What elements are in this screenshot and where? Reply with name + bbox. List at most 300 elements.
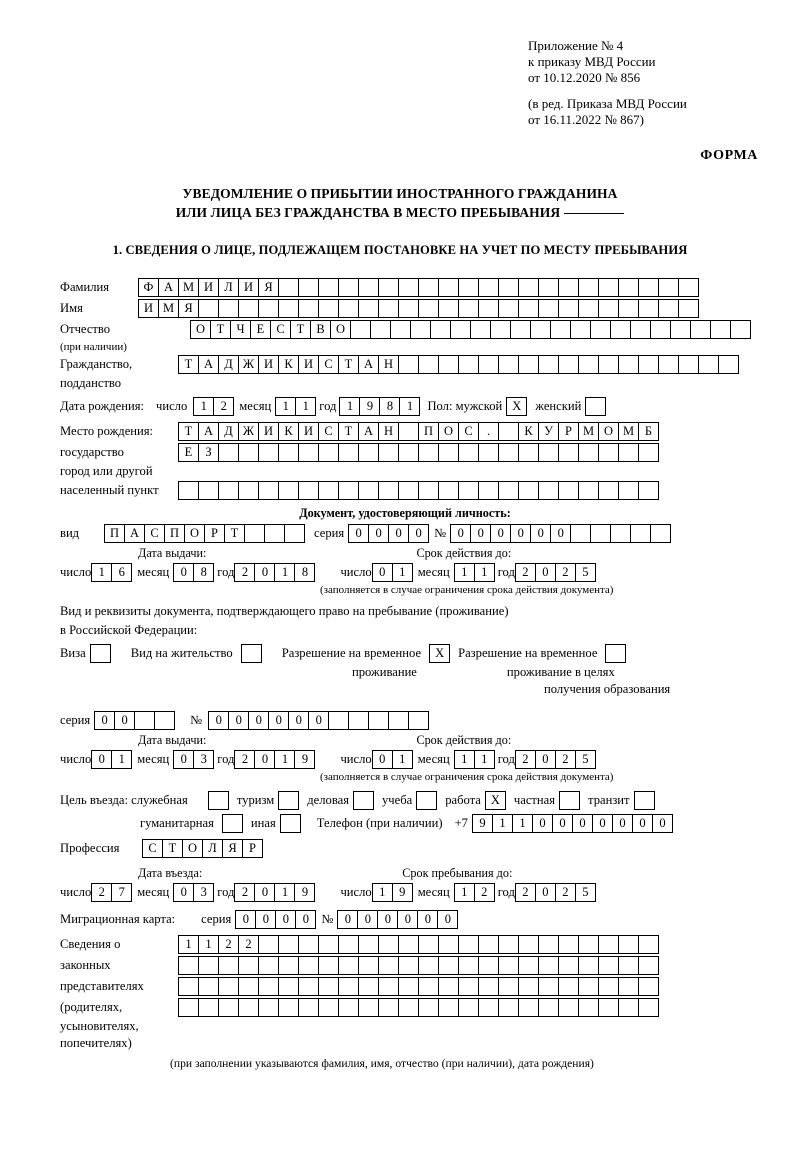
form-cell[interactable]: 0 xyxy=(535,563,556,582)
form-cell[interactable] xyxy=(498,935,519,954)
form-cell[interactable] xyxy=(498,977,519,996)
form-cell[interactable] xyxy=(598,278,619,297)
entry-year-input[interactable] xyxy=(234,883,314,902)
form-cell[interactable]: А xyxy=(358,422,379,441)
form-cell[interactable] xyxy=(278,956,299,975)
form-cell[interactable] xyxy=(278,935,299,954)
form-cell[interactable] xyxy=(558,998,579,1017)
form-cell[interactable] xyxy=(398,422,419,441)
form-cell[interactable] xyxy=(318,299,339,318)
form-cell[interactable]: И xyxy=(298,422,319,441)
form-cell[interactable] xyxy=(318,935,339,954)
form-cell[interactable] xyxy=(610,524,631,543)
sex-male-checkbox[interactable]: X xyxy=(506,397,527,416)
form-cell[interactable] xyxy=(638,355,659,374)
form-cell[interactable] xyxy=(258,481,279,500)
form-cell[interactable] xyxy=(368,711,389,730)
form-cell[interactable] xyxy=(338,443,359,462)
form-cell[interactable]: О xyxy=(438,422,459,441)
form-cell[interactable] xyxy=(338,977,359,996)
form-cell[interactable]: Т xyxy=(338,355,359,374)
form-cell[interactable] xyxy=(258,935,279,954)
form-cell[interactable]: И xyxy=(138,299,159,318)
form-cell[interactable] xyxy=(390,320,411,339)
form-cell[interactable] xyxy=(258,956,279,975)
form-cell[interactable]: 3 xyxy=(193,883,214,902)
form-cell[interactable] xyxy=(538,355,559,374)
form-cell[interactable] xyxy=(570,320,591,339)
doc-issue-month-input[interactable] xyxy=(173,563,213,582)
form-cell[interactable] xyxy=(358,278,379,297)
form-cell[interactable] xyxy=(438,956,459,975)
form-cell[interactable]: М xyxy=(578,422,599,441)
form-cell[interactable]: С xyxy=(144,524,165,543)
doc-number-input[interactable] xyxy=(450,524,670,543)
purpose-work-checkbox[interactable]: X xyxy=(485,791,506,810)
form-cell[interactable]: 0 xyxy=(535,883,556,902)
form-cell[interactable] xyxy=(498,443,519,462)
form-cell[interactable] xyxy=(278,443,299,462)
form-cell[interactable] xyxy=(478,355,499,374)
form-cell[interactable]: 0 xyxy=(173,883,194,902)
form-cell[interactable]: 0 xyxy=(254,750,275,769)
form-cell[interactable] xyxy=(598,355,619,374)
form-cell[interactable]: 1 xyxy=(91,563,112,582)
form-cell[interactable] xyxy=(318,443,339,462)
birth-city-input[interactable] xyxy=(178,481,658,500)
form-cell[interactable]: 1 xyxy=(512,814,533,833)
form-cell[interactable]: 2 xyxy=(238,935,259,954)
form-cell[interactable] xyxy=(538,278,559,297)
form-cell[interactable]: О xyxy=(182,839,203,858)
form-cell[interactable]: А xyxy=(198,422,219,441)
form-cell[interactable] xyxy=(198,299,219,318)
form-cell[interactable] xyxy=(378,443,399,462)
form-cell[interactable] xyxy=(218,443,239,462)
purpose-business-checkbox[interactable] xyxy=(353,791,374,810)
form-cell[interactable] xyxy=(558,977,579,996)
form-cell[interactable] xyxy=(350,320,371,339)
form-cell[interactable]: 0 xyxy=(228,711,249,730)
form-cell[interactable] xyxy=(338,935,359,954)
form-cell[interactable]: 8 xyxy=(193,563,214,582)
form-cell[interactable]: 2 xyxy=(234,750,255,769)
form-cell[interactable]: 0 xyxy=(397,910,418,929)
form-cell[interactable] xyxy=(278,299,299,318)
form-cell[interactable]: П xyxy=(104,524,125,543)
form-cell[interactable] xyxy=(478,278,499,297)
form-cell[interactable]: 0 xyxy=(372,563,393,582)
form-cell[interactable] xyxy=(578,481,599,500)
form-cell[interactable] xyxy=(458,299,479,318)
permit-issue-year-input[interactable] xyxy=(234,750,314,769)
form-cell[interactable] xyxy=(298,299,319,318)
phone-input[interactable] xyxy=(472,814,672,833)
form-cell[interactable]: . xyxy=(478,422,499,441)
form-cell[interactable] xyxy=(558,299,579,318)
form-cell[interactable]: З xyxy=(198,443,219,462)
permit-valid-day-input[interactable] xyxy=(372,750,412,769)
form-cell[interactable] xyxy=(590,320,611,339)
form-cell[interactable] xyxy=(598,977,619,996)
form-cell[interactable] xyxy=(618,956,639,975)
form-cell[interactable] xyxy=(518,355,539,374)
legal-rep-row-1[interactable] xyxy=(178,935,658,954)
form-cell[interactable]: А xyxy=(158,278,179,297)
form-cell[interactable]: 0 xyxy=(337,910,358,929)
form-cell[interactable] xyxy=(470,320,491,339)
form-cell[interactable]: 3 xyxy=(193,750,214,769)
form-cell[interactable]: О xyxy=(598,422,619,441)
form-cell[interactable]: Д xyxy=(218,355,239,374)
form-cell[interactable] xyxy=(518,299,539,318)
form-cell[interactable] xyxy=(638,977,659,996)
form-cell[interactable] xyxy=(264,524,285,543)
birth-month-input[interactable] xyxy=(275,397,315,416)
form-cell[interactable] xyxy=(238,977,259,996)
form-cell[interactable]: Ф xyxy=(138,278,159,297)
form-cell[interactable]: Я xyxy=(178,299,199,318)
form-cell[interactable]: И xyxy=(258,355,279,374)
form-cell[interactable] xyxy=(430,320,451,339)
form-cell[interactable]: О xyxy=(330,320,351,339)
doc-issue-year-input[interactable] xyxy=(234,563,314,582)
form-cell[interactable] xyxy=(328,711,349,730)
migration-series-input[interactable] xyxy=(235,910,315,929)
form-cell[interactable] xyxy=(578,355,599,374)
form-cell[interactable] xyxy=(278,977,299,996)
form-cell[interactable] xyxy=(438,977,459,996)
form-cell[interactable]: Е xyxy=(178,443,199,462)
form-cell[interactable]: 1 xyxy=(193,397,214,416)
form-cell[interactable] xyxy=(258,977,279,996)
form-cell[interactable]: Т xyxy=(210,320,231,339)
form-cell[interactable] xyxy=(478,956,499,975)
form-cell[interactable]: П xyxy=(164,524,185,543)
form-cell[interactable] xyxy=(490,320,511,339)
form-cell[interactable] xyxy=(638,278,659,297)
form-cell[interactable]: 1 xyxy=(274,563,295,582)
form-cell[interactable] xyxy=(478,443,499,462)
form-cell[interactable] xyxy=(378,956,399,975)
form-cell[interactable]: 2 xyxy=(91,883,112,902)
form-cell[interactable]: 1 xyxy=(392,563,413,582)
form-cell[interactable] xyxy=(154,711,175,730)
form-cell[interactable] xyxy=(178,956,199,975)
form-cell[interactable] xyxy=(278,278,299,297)
stay-year-input[interactable] xyxy=(515,883,595,902)
purpose-other-checkbox[interactable] xyxy=(280,814,301,833)
form-cell[interactable] xyxy=(338,481,359,500)
form-cell[interactable]: Б xyxy=(638,422,659,441)
form-cell[interactable]: 1 xyxy=(454,563,475,582)
form-cell[interactable] xyxy=(318,956,339,975)
doc-valid-day-input[interactable] xyxy=(372,563,412,582)
form-cell[interactable] xyxy=(658,355,679,374)
form-cell[interactable]: Д xyxy=(218,422,239,441)
form-cell[interactable] xyxy=(298,935,319,954)
form-cell[interactable]: Ж xyxy=(238,422,259,441)
form-cell[interactable]: 0 xyxy=(254,563,275,582)
entry-day-input[interactable] xyxy=(91,883,131,902)
form-cell[interactable]: 2 xyxy=(218,935,239,954)
form-cell[interactable] xyxy=(510,320,531,339)
form-cell[interactable] xyxy=(598,998,619,1017)
temp-residence-checkbox[interactable]: X xyxy=(429,644,450,663)
form-cell[interactable] xyxy=(438,443,459,462)
form-cell[interactable]: 0 xyxy=(255,910,276,929)
form-cell[interactable]: 0 xyxy=(552,814,573,833)
form-cell[interactable] xyxy=(538,443,559,462)
form-cell[interactable]: Т xyxy=(178,355,199,374)
form-cell[interactable] xyxy=(618,278,639,297)
form-cell[interactable]: 0 xyxy=(208,711,229,730)
form-cell[interactable]: 2 xyxy=(474,883,495,902)
form-cell[interactable] xyxy=(278,998,299,1017)
form-cell[interactable] xyxy=(670,320,691,339)
form-cell[interactable] xyxy=(378,278,399,297)
form-cell[interactable] xyxy=(538,956,559,975)
form-cell[interactable] xyxy=(438,278,459,297)
form-cell[interactable]: М xyxy=(618,422,639,441)
form-cell[interactable] xyxy=(558,443,579,462)
form-cell[interactable] xyxy=(398,998,419,1017)
form-cell[interactable] xyxy=(278,481,299,500)
form-cell[interactable] xyxy=(518,481,539,500)
form-cell[interactable] xyxy=(198,481,219,500)
form-cell[interactable]: 0 xyxy=(572,814,593,833)
form-cell[interactable] xyxy=(178,998,199,1017)
form-cell[interactable] xyxy=(398,481,419,500)
form-cell[interactable] xyxy=(298,977,319,996)
form-cell[interactable] xyxy=(478,935,499,954)
form-cell[interactable] xyxy=(418,355,439,374)
form-cell[interactable] xyxy=(398,443,419,462)
form-cell[interactable] xyxy=(338,956,359,975)
form-cell[interactable] xyxy=(178,977,199,996)
form-cell[interactable] xyxy=(578,278,599,297)
form-cell[interactable] xyxy=(378,935,399,954)
form-cell[interactable] xyxy=(558,956,579,975)
form-cell[interactable] xyxy=(650,320,671,339)
form-cell[interactable] xyxy=(398,355,419,374)
form-cell[interactable] xyxy=(418,935,439,954)
form-cell[interactable] xyxy=(418,278,439,297)
doc-valid-month-input[interactable] xyxy=(454,563,494,582)
permit-issue-month-input[interactable] xyxy=(173,750,213,769)
form-cell[interactable]: 2 xyxy=(234,563,255,582)
legal-rep-row-4[interactable] xyxy=(178,998,658,1017)
form-cell[interactable] xyxy=(558,355,579,374)
form-cell[interactable] xyxy=(238,299,259,318)
form-cell[interactable]: Я xyxy=(222,839,243,858)
doc-valid-year-input[interactable] xyxy=(515,563,595,582)
form-cell[interactable]: 0 xyxy=(592,814,613,833)
form-cell[interactable]: Н xyxy=(378,355,399,374)
form-cell[interactable]: 0 xyxy=(417,910,438,929)
form-cell[interactable] xyxy=(358,481,379,500)
form-cell[interactable]: 8 xyxy=(379,397,400,416)
stay-month-input[interactable] xyxy=(454,883,494,902)
form-cell[interactable] xyxy=(358,998,379,1017)
form-cell[interactable] xyxy=(218,998,239,1017)
form-cell[interactable] xyxy=(498,355,519,374)
profession-input[interactable] xyxy=(142,839,262,858)
form-cell[interactable] xyxy=(258,443,279,462)
form-cell[interactable] xyxy=(618,481,639,500)
form-cell[interactable] xyxy=(458,278,479,297)
form-cell[interactable] xyxy=(618,443,639,462)
form-cell[interactable]: 0 xyxy=(254,883,275,902)
form-cell[interactable]: 0 xyxy=(94,711,115,730)
form-cell[interactable]: О xyxy=(190,320,211,339)
doc-issue-day-input[interactable] xyxy=(91,563,131,582)
entry-month-input[interactable] xyxy=(173,883,213,902)
form-cell[interactable] xyxy=(478,998,499,1017)
form-cell[interactable] xyxy=(498,299,519,318)
doc-kind-input[interactable] xyxy=(104,524,304,543)
form-cell[interactable] xyxy=(710,320,731,339)
form-cell[interactable]: К xyxy=(278,355,299,374)
form-cell[interactable]: С xyxy=(142,839,163,858)
form-cell[interactable]: 0 xyxy=(288,711,309,730)
form-cell[interactable]: 0 xyxy=(235,910,256,929)
form-cell[interactable] xyxy=(418,998,439,1017)
form-cell[interactable] xyxy=(590,524,611,543)
form-cell[interactable]: 1 xyxy=(474,750,495,769)
form-cell[interactable] xyxy=(458,481,479,500)
form-cell[interactable] xyxy=(398,935,419,954)
form-cell[interactable]: 1 xyxy=(198,935,219,954)
form-cell[interactable]: 0 xyxy=(530,524,551,543)
form-cell[interactable] xyxy=(298,481,319,500)
form-cell[interactable] xyxy=(630,320,651,339)
form-cell[interactable] xyxy=(678,278,699,297)
form-cell[interactable] xyxy=(538,481,559,500)
form-cell[interactable] xyxy=(458,956,479,975)
form-cell[interactable]: 0 xyxy=(437,910,458,929)
form-cell[interactable]: 1 xyxy=(339,397,360,416)
permit-issue-day-input[interactable] xyxy=(91,750,131,769)
form-cell[interactable] xyxy=(378,998,399,1017)
form-cell[interactable] xyxy=(598,443,619,462)
form-cell[interactable] xyxy=(658,278,679,297)
form-cell[interactable]: Я xyxy=(258,278,279,297)
form-cell[interactable] xyxy=(438,299,459,318)
form-cell[interactable]: 0 xyxy=(550,524,571,543)
form-cell[interactable] xyxy=(558,935,579,954)
form-cell[interactable]: 0 xyxy=(510,524,531,543)
form-cell[interactable] xyxy=(378,481,399,500)
form-cell[interactable] xyxy=(518,278,539,297)
form-cell[interactable] xyxy=(418,977,439,996)
form-cell[interactable]: 2 xyxy=(555,563,576,582)
form-cell[interactable] xyxy=(218,299,239,318)
form-cell[interactable] xyxy=(318,977,339,996)
form-cell[interactable] xyxy=(618,935,639,954)
form-cell[interactable] xyxy=(578,977,599,996)
form-cell[interactable] xyxy=(298,998,319,1017)
purpose-tourism-checkbox[interactable] xyxy=(278,791,299,810)
form-cell[interactable]: 0 xyxy=(632,814,653,833)
form-cell[interactable]: 5 xyxy=(575,563,596,582)
form-cell[interactable] xyxy=(498,278,519,297)
form-cell[interactable] xyxy=(410,320,431,339)
form-cell[interactable]: А xyxy=(198,355,219,374)
form-cell[interactable]: 2 xyxy=(515,563,536,582)
form-cell[interactable] xyxy=(238,443,259,462)
permit-number-input[interactable] xyxy=(208,711,428,730)
birth-year-input[interactable] xyxy=(339,397,419,416)
form-cell[interactable]: С xyxy=(318,355,339,374)
form-cell[interactable] xyxy=(630,524,651,543)
form-cell[interactable] xyxy=(318,278,339,297)
doc-series-input[interactable] xyxy=(348,524,428,543)
form-cell[interactable]: 0 xyxy=(377,910,398,929)
permit-valid-year-input[interactable] xyxy=(515,750,595,769)
form-cell[interactable] xyxy=(298,956,319,975)
form-cell[interactable] xyxy=(578,998,599,1017)
form-cell[interactable]: И xyxy=(238,278,259,297)
form-cell[interactable] xyxy=(388,711,409,730)
form-cell[interactable] xyxy=(550,320,571,339)
form-cell[interactable]: 9 xyxy=(472,814,493,833)
form-cell[interactable]: 1 xyxy=(454,883,475,902)
form-cell[interactable] xyxy=(538,998,559,1017)
form-cell[interactable] xyxy=(398,977,419,996)
form-cell[interactable] xyxy=(538,935,559,954)
form-cell[interactable] xyxy=(244,524,265,543)
form-cell[interactable] xyxy=(638,935,659,954)
form-cell[interactable] xyxy=(678,355,699,374)
form-cell[interactable] xyxy=(418,443,439,462)
form-cell[interactable]: И xyxy=(298,355,319,374)
form-cell[interactable] xyxy=(198,998,219,1017)
form-cell[interactable]: 0 xyxy=(173,750,194,769)
form-cell[interactable] xyxy=(458,355,479,374)
form-cell[interactable] xyxy=(438,481,459,500)
form-cell[interactable] xyxy=(318,998,339,1017)
form-cell[interactable] xyxy=(378,977,399,996)
form-cell[interactable] xyxy=(618,299,639,318)
form-cell[interactable]: 1 xyxy=(399,397,420,416)
form-cell[interactable]: С xyxy=(318,422,339,441)
form-cell[interactable]: Е xyxy=(250,320,271,339)
form-cell[interactable]: К xyxy=(278,422,299,441)
form-cell[interactable] xyxy=(538,977,559,996)
form-cell[interactable] xyxy=(610,320,631,339)
form-cell[interactable] xyxy=(478,481,499,500)
form-cell[interactable] xyxy=(318,481,339,500)
form-cell[interactable] xyxy=(438,935,459,954)
form-cell[interactable] xyxy=(578,935,599,954)
form-cell[interactable] xyxy=(358,443,379,462)
form-cell[interactable] xyxy=(478,299,499,318)
form-cell[interactable] xyxy=(690,320,711,339)
form-cell[interactable] xyxy=(598,935,619,954)
form-cell[interactable]: 0 xyxy=(91,750,112,769)
form-cell[interactable] xyxy=(638,443,659,462)
form-cell[interactable]: 8 xyxy=(294,563,315,582)
form-cell[interactable] xyxy=(530,320,551,339)
form-cell[interactable]: П xyxy=(418,422,439,441)
form-cell[interactable] xyxy=(638,299,659,318)
permit-valid-month-input[interactable] xyxy=(454,750,494,769)
form-cell[interactable]: 0 xyxy=(348,524,369,543)
form-cell[interactable]: 0 xyxy=(295,910,316,929)
form-cell[interactable] xyxy=(418,481,439,500)
form-cell[interactable]: 9 xyxy=(294,883,315,902)
